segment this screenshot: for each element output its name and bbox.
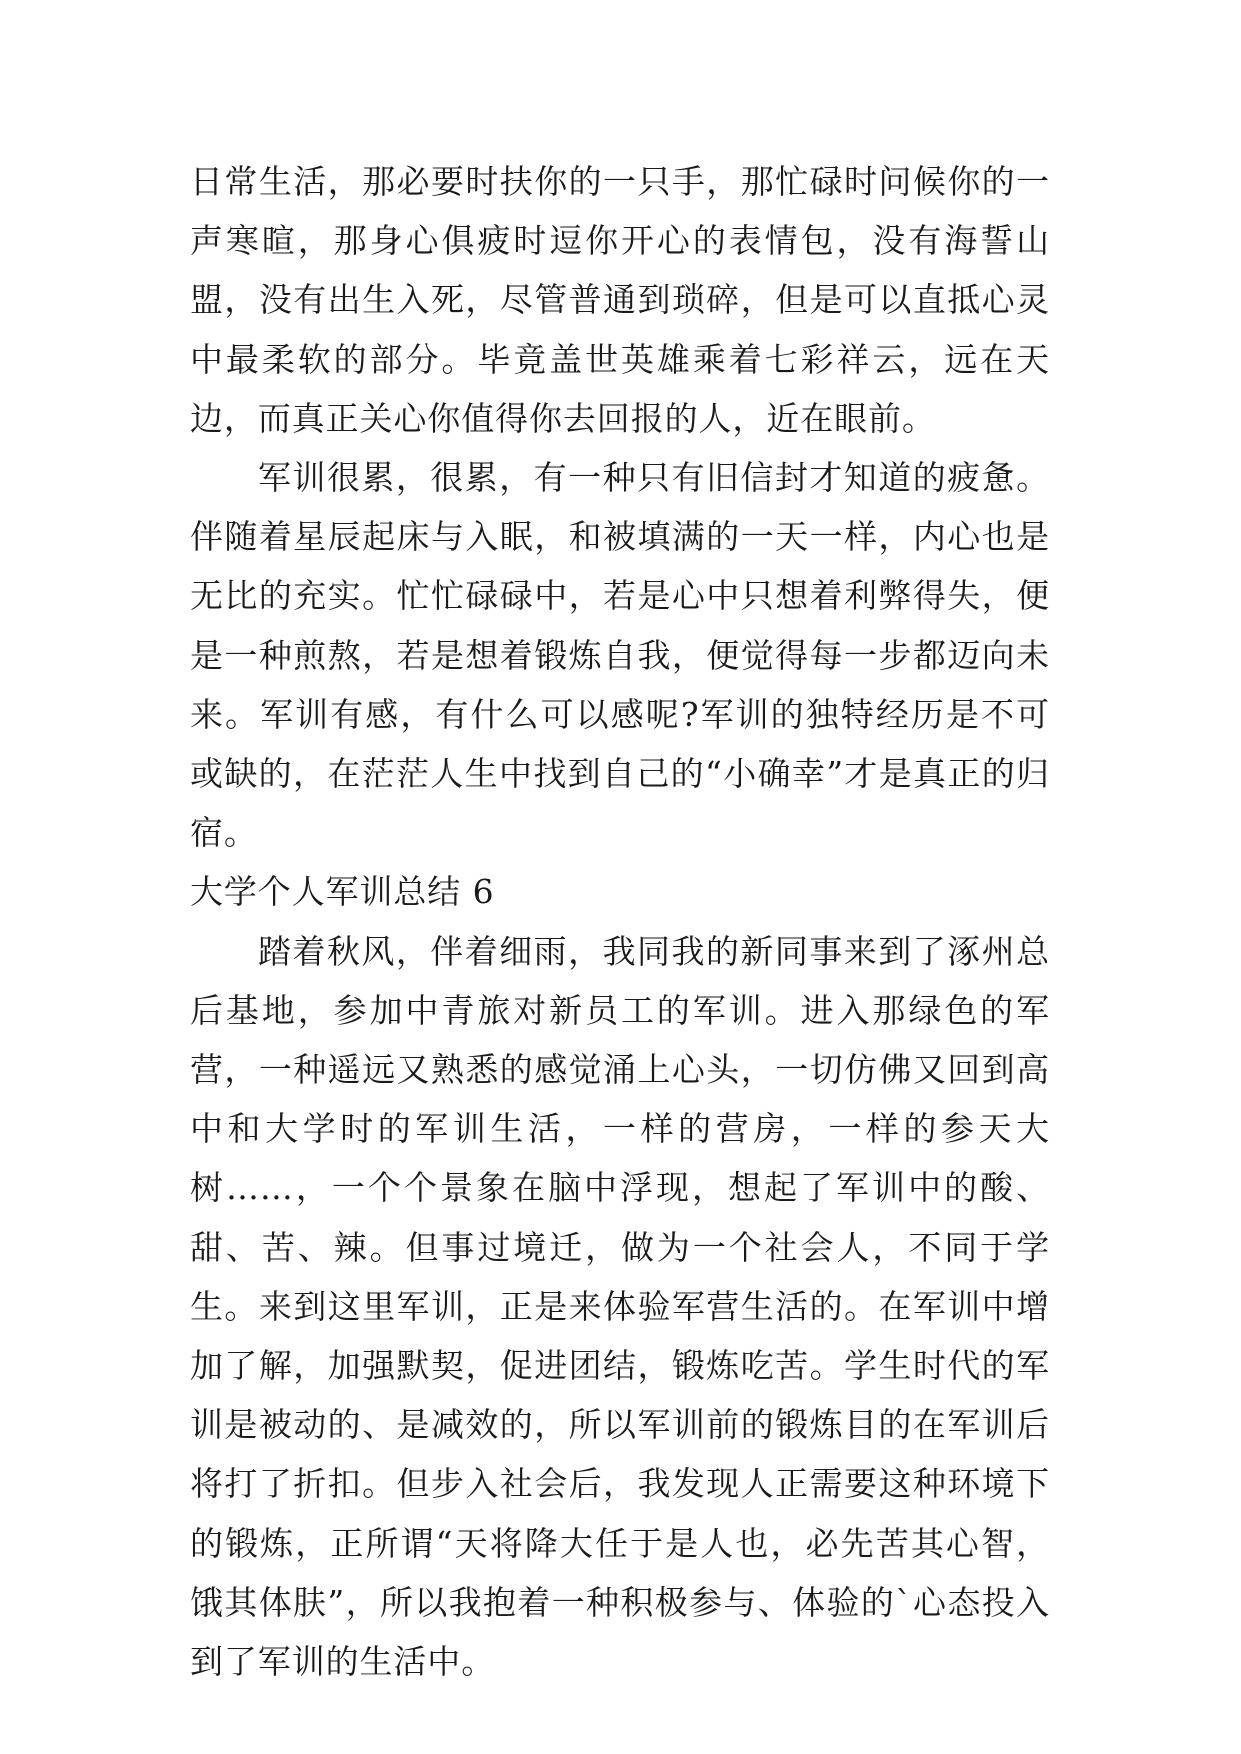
- paragraph-3: 踏着秋风，伴着细雨，我同我的新同事来到了涿州总后基地，参加中青旅对新员工的军训。进入那绿色的军营，一种遥远又熟悉的感觉涌上心头，一切仿佛又回到高中和大学时的军训生活，一样的营房，一样的参天大树……，一个个景象在脑中浮现，想起了军训中的酸、甜、苦、辣。但事过境迁，做为一个社会人，不同于学生。来到这里军训，正是来体验军营生活的。在军训中增加了解，加强默契，促进团结，锻炼吃苦。学生时代的军训是被动的、是减效的，所以军训前的锻炼目的在军训后将打了折扣。但步入社会后，我发现人正需要这种环境下的锻炼，正所谓“天将降大任于是人也，必先苦其心智，饿其体肤”，所以我抱着一种积极参与、体验的`心态投入到了军训的生活中。: [190, 931, 1050, 1682]
- paragraph-2: 军训很累，很累，有一种只有旧信封才知道的疲惫。伴随着星辰起床与入眠，和被填满的一天一样，内心也是无比的充实。忙忙碌碌中，若是心中只想着利弊得失，便是一种煎熬，若是想着锻炼自我，便觉得每一步都迈向未来。军训有感，有什么可以感呢?军训的独特经历是不可或缺的，在茫茫人生中找到自己的“小确幸”才是真正的归宿。: [190, 458, 1050, 853]
- section-title: 大学个人军训总结 6: [190, 872, 495, 912]
- paragraph-1: 日常生活，那必要时扶你的一只手，那忙碌时问候你的一声寒暄，那身心俱疲时逗你开心的表情包，没有海誓山盟，没有出生入死，尽管普通到琐碎，但是可以直抵心灵中最柔软的部分。毕竟盖世英雄乘着七彩祥云，远在天边，而真正关心你值得你去回报的人，近在眼前。: [190, 162, 1050, 438]
- document-body: [190, 152, 1050, 1691]
